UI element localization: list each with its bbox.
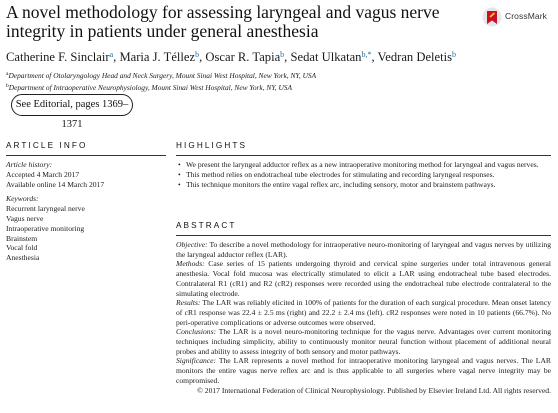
online-date: Available online 14 March 2017 xyxy=(6,179,105,189)
author[interactable]: Vedran Deletis$^b$ xyxy=(377,50,457,64)
abstract-header: ABSTRACT xyxy=(176,221,237,230)
author[interactable]: Catherine F. Sinclair$^a$, xyxy=(6,50,120,64)
section-label: Methods: xyxy=(176,259,205,269)
author[interactable]: Maria J. Téllez$^b$, xyxy=(119,50,206,64)
section-label: Significance: xyxy=(176,356,217,366)
divider xyxy=(6,155,166,156)
author-affiliation-mark[interactable]: b xyxy=(452,50,457,59)
abstract-body xyxy=(176,240,551,395)
author-affiliation-mark[interactable]: b,* xyxy=(361,50,372,59)
keyword[interactable]: Intraoperative monitoring xyxy=(6,223,85,233)
see-editorial-button[interactable]: See Editorial, pages 1369–1371 xyxy=(11,94,133,116)
highlights-list xyxy=(176,160,551,189)
divider xyxy=(176,155,551,156)
crossmark-label: CrossMark xyxy=(505,11,547,21)
highlight-item: • This method relies on endotracheal tube electrodes for stimulating and recording laryngeal responses. xyxy=(176,170,551,180)
keyword[interactable]: Anesthesia xyxy=(6,253,40,263)
abstract-section: Conclusions: The LAR is a novel neuro-monitoring technique for the vagus nerve. Advantages over current monitoring techniques including simplicity, ability to continuously monitor neural function without placement of additional neural probes and ability to assess integrity of both sensory and motor pathways. xyxy=(176,327,551,356)
section-label: Conclusions: xyxy=(176,327,217,337)
crossmark-logo-icon xyxy=(482,7,502,27)
article-info xyxy=(6,160,166,263)
highlights-header: HIGHLIGHTS xyxy=(176,141,248,150)
article-title: A novel methodology for assessing laryngeal and vagus nerve integrity in patients under general anesthesia xyxy=(6,2,440,41)
copyright: © 2017 International Federation of Clinical Neurophysiology. Published by Elsevier Ireland Ltd. All rights reserved. xyxy=(197,385,551,395)
history-label: Article history: xyxy=(6,160,53,169)
keywords-label: Keywords: xyxy=(6,194,39,204)
author-affiliation-mark[interactable]: b xyxy=(195,50,200,59)
article-info-header: ARTICLE INFO xyxy=(6,141,88,150)
divider xyxy=(176,235,551,236)
section-label: Results: xyxy=(176,298,201,308)
section-label: Objective: xyxy=(176,240,208,249)
highlight-item: • We present the laryngeal adductor reflex as a new intraoperative monitoring method for laryngeal and vagus nerves. xyxy=(176,160,551,170)
author-list xyxy=(6,47,546,65)
abstract-section: Methods: Case series of 15 patients undergoing thyroid and cervical spine surgeries under total intravenous general anesthesia. Vocal fold mucosa was electrically stimulated to elicit a LAR using endotracheal tube based electrodes. Contralateral R1 (cR1) and R2 (cR2) responses were recorded using the endotracheal tube electrode contralateral to the simulating electrode. xyxy=(176,259,551,298)
keyword[interactable]: Brainstem xyxy=(6,233,38,243)
abstract-section: Results: The LAR was reliably elicited in 100% of patients for the duration of each surgical procedure. Mean onset latency of cR1 response was 22.4 ± 2.5 ms (right) and 22.2 ± 2.4 ms (left). cR2 responses were noted in 10 patients (66.7%). No peri-operative complications or adverse outcomes were observed. xyxy=(176,298,552,327)
affiliation: $^a$Department of Otolaryngology Head and Neck Surgery, Mount Sinai West Hospital, New York, NY, USA xyxy=(6,71,317,80)
crossmark-badge[interactable] xyxy=(482,7,556,29)
abstract-section: Objective: To describe a novel methodology for intraoperative neuro-monitoring of laryngeal and vagus nerves by utilizing the laryngeal adductor reflex (LAR). xyxy=(176,240,551,259)
accepted-date: Accepted 4 March 2017 xyxy=(6,169,80,179)
author[interactable]: Oscar R. Tapia$^b$, xyxy=(205,50,291,64)
keyword-list xyxy=(6,204,166,263)
abstract-section: Significance: The LAR represents a novel method for intraoperative monitoring laryngeal and vagus nerves. The LAR monitors the entire vagus nerve reflex arc and is thus applicable to all surgeries where vagal nerve integrity may be compromised. xyxy=(176,356,551,385)
author[interactable]: Sedat Ulkatan$^{b,*}$, xyxy=(290,50,378,64)
author-affiliation-mark[interactable]: a xyxy=(109,50,114,59)
highlight-item: • This technique monitors the entire vagal reflex arc, including sensory, motor and brainstem pathways. xyxy=(176,180,551,190)
keyword[interactable]: Vagus nerve xyxy=(6,213,44,223)
affiliation: $^b$Department of Intraoperative Neurophysiology, Mount Sinai West Hospital, New York, NY, USA xyxy=(6,83,292,92)
author-affiliation-mark[interactable]: b xyxy=(280,50,285,59)
keyword[interactable]: Vocal fold xyxy=(6,243,38,253)
affiliations xyxy=(6,69,546,93)
keyword[interactable]: Recurrent laryngeal nerve xyxy=(6,204,85,214)
